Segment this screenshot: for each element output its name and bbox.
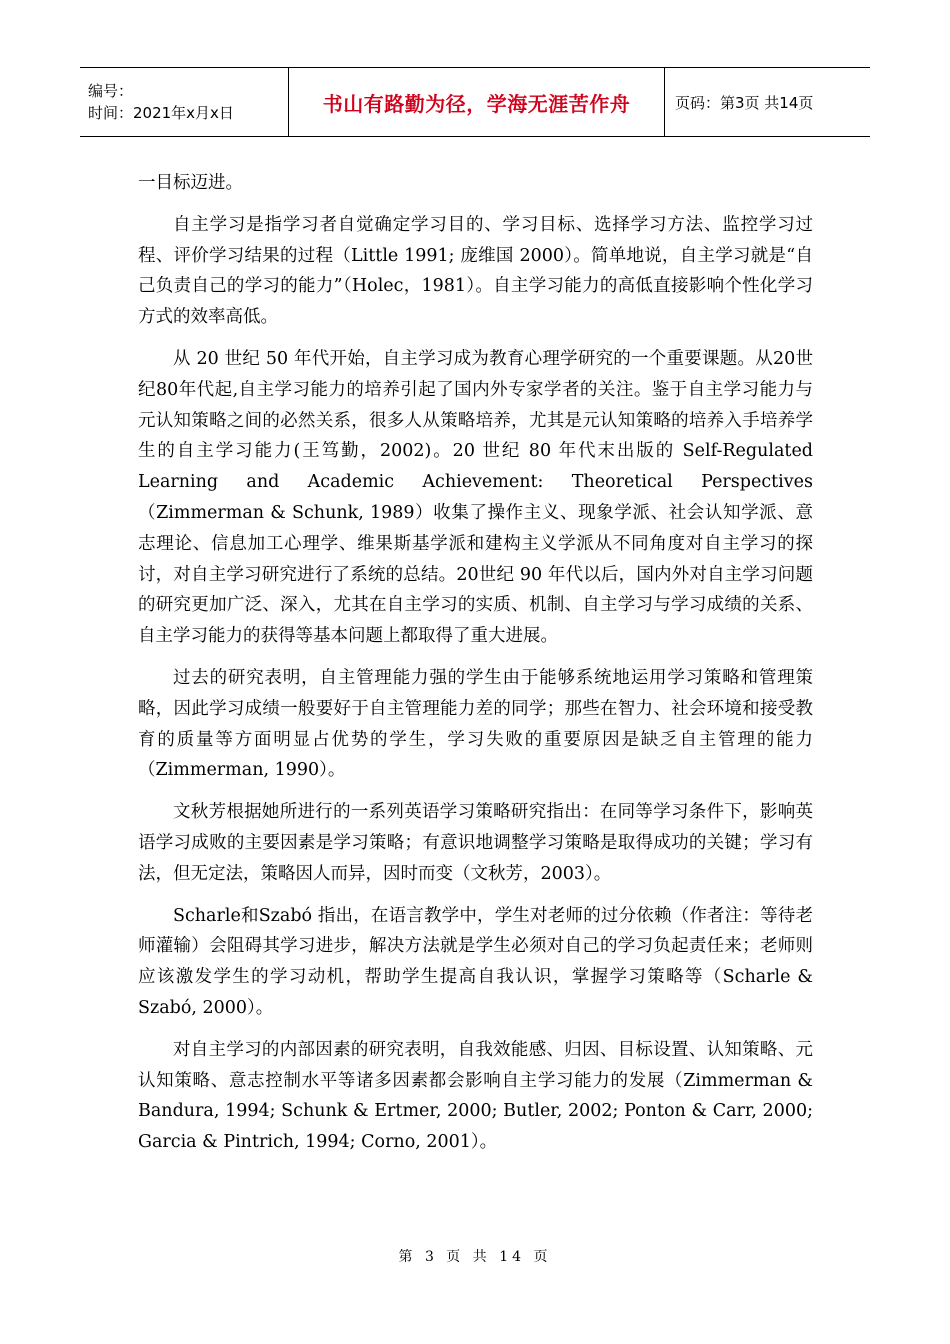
paragraph: 过去的研究表明，自主管理能力强的学生由于能够系统地运用学习策略和管理策略，因此学习成绩一般要好于自主管理能力差的同学；那些在智力、社会环境和接受教育的质量等方面明显占优势的学生，学习失败的重要原因是缺乏自主管理的能力（Zimmerman, 1990）。: [138, 667, 813, 781]
paragraph-continuation: 一目标迈进。: [138, 173, 243, 193]
paragraph: 文秋芳根据她所进行的一系列英语学习策略研究指出：在同等学习条件下，影响英语学习成败的主要因素是学习策略；有意识地调整学习策略是取得成功的关键；学习有法，但无定法，策略因人而异，因时而变（文秋芳，2003）。: [138, 802, 813, 884]
date-label: 时间：2021年x月x日: [88, 104, 234, 122]
document-body: [138, 168, 813, 1169]
page-footer: 第 3 页 共 14 页: [398, 1249, 552, 1265]
paragraph: 从 20 世纪 50 年代开始，自主学习成为教育心理学研究的一个重要课题。从20世纪80年代起,自主学习能力的培养引起了国内外专家学者的关注。鉴于自主学习能力与元认知策略之间的必然关系，很多人从策略培养，尤其是元认知策略的培养入手培养学生的自主学习能力(王笃勤，2002)。20 世纪 80 年代末出版的 Self-Regulated Learning and Academic Achievement: Theoretical Perspectives（Zimmerman & Schunk, 1989）收集了操作主义、现象学派、社会认知学派、意志理论、信息加工心理学、维果斯基学派和建构主义学派从不同角度对自主学习的探讨，对自主学习研究进行了系统的总结。20世纪 90 年代以后，国内外对自主学习问题的研究更加广泛、深入，尤其在自主学习的实质、机制、自主学习与学习成绩的关系、自主学习能力的获得等基本问题上都取得了重大进展。: [138, 348, 813, 647]
header-meta-cell: [80, 68, 289, 137]
header-motto: 书山有路勤为径，学海无涯苦作舟: [289, 68, 665, 137]
paragraph: 对自主学习的内部因素的研究表明，自我效能感、归因、目标设置、认知策略、元认知策略、意志控制水平等诸多因素都会影响自主学习能力的发展（Zimmerman & Bandura, 1994; Schunk & Ertmer, 2000; Butler, 2002; Ponton & Carr, 2000; Garcia & Pintrich, 1994; Corno, 2001）。: [138, 1039, 813, 1153]
header-table: [80, 67, 870, 137]
paragraph: Scharle和Szabó 指出，在语言教学中，学生对老师的过分依赖（作者注：等待老师灌输）会阻碍其学习进步，解决方法就是学生必须对自己的学习负起责任来；老师则应该激发学生的学习动机，帮助学生提高自我认识，掌握学习策略等（Scharle & Szabó, 2000）。: [138, 905, 813, 1018]
paragraph: 自主学习是指学习者自觉确定学习目的、学习目标、选择学习方法、监控学习过程、评价学习结果的过程（Little 1991; 庞维国 2000）。简单地说，自主学习就是“自己负责自己的学习的能力”（Holec，1981）。自主学习能力的高低直接影响个性化学习方式的效率高低。: [138, 214, 813, 328]
serial-label: 编号：: [88, 82, 134, 100]
header-page-info: 页码：第3页 共14页: [665, 68, 871, 137]
